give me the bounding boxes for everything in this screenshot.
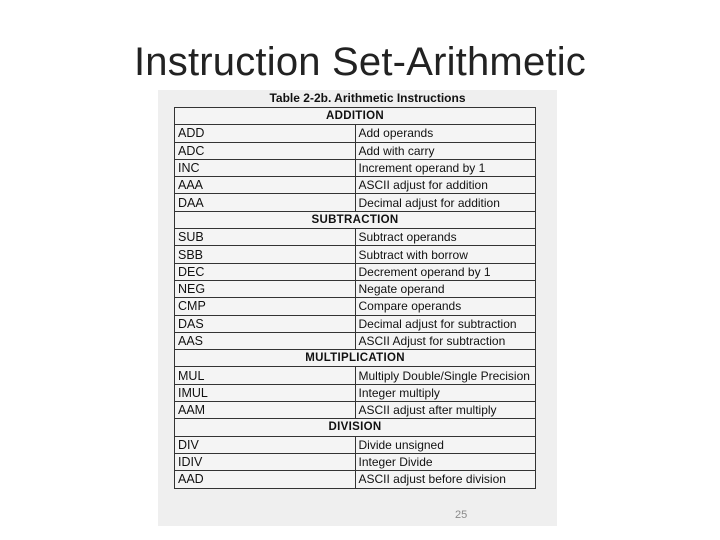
section-header-row (175, 350, 536, 367)
instruction-mnemonic: DAS (175, 315, 356, 332)
table-row (175, 298, 536, 315)
table-row (175, 159, 536, 176)
section-header-row (175, 419, 536, 436)
instruction-mnemonic: DAA (175, 194, 356, 211)
instruction-description: Divide unsigned (355, 436, 536, 453)
instruction-mnemonic: SBB (175, 246, 356, 263)
table-row (175, 177, 536, 194)
section-header-row (175, 108, 536, 125)
table-row (175, 246, 536, 263)
section-heading: SUBTRACTION (175, 211, 536, 228)
instruction-description: Decrement operand by 1 (355, 263, 536, 280)
table-row (175, 384, 536, 401)
instruction-description: Increment operand by 1 (355, 159, 536, 176)
table-row (175, 402, 536, 419)
table-row (175, 332, 536, 349)
instruction-mnemonic: ADD (175, 125, 356, 142)
instruction-description: Decimal adjust for subtraction (355, 315, 536, 332)
instruction-mnemonic: AAS (175, 332, 356, 349)
table-row (175, 280, 536, 297)
instruction-description: ASCII adjust after multiply (355, 402, 536, 419)
instruction-description: ASCII adjust before division (355, 471, 536, 488)
section-heading: MULTIPLICATION (175, 350, 536, 367)
instruction-mnemonic: CMP (175, 298, 356, 315)
instruction-mnemonic: IDIV (175, 453, 356, 470)
table-caption: Table 2-2b. Arithmetic Instructions (269, 91, 466, 105)
table-row (175, 367, 536, 384)
table-row (175, 229, 536, 246)
table-row (175, 125, 536, 142)
instruction-description: ASCII adjust for addition (355, 177, 536, 194)
table-row (175, 453, 536, 470)
table-row (175, 315, 536, 332)
table-row (175, 142, 536, 159)
instruction-mnemonic: DIV (175, 436, 356, 453)
instruction-mnemonic: INC (175, 159, 356, 176)
instruction-description: Integer Divide (355, 453, 536, 470)
page-number: 25 (455, 509, 468, 521)
instruction-description: Multiply Double/Single Precision (355, 367, 536, 384)
section-header-row (175, 211, 536, 228)
instruction-description: Compare operands (355, 298, 536, 315)
instruction-description: Subtract operands (355, 229, 536, 246)
instruction-mnemonic: AAD (175, 471, 356, 488)
instruction-mnemonic: AAM (175, 402, 356, 419)
slide-title: Instruction Set-Arithmetic (133, 40, 587, 84)
instruction-description: Subtract with borrow (355, 246, 536, 263)
table-row (175, 436, 536, 453)
table-row (175, 263, 536, 280)
arithmetic-table-figure (158, 90, 557, 526)
section-heading: ADDITION (175, 108, 536, 125)
instruction-mnemonic: IMUL (175, 384, 356, 401)
table-row (175, 471, 536, 488)
instruction-mnemonic: AAA (175, 177, 356, 194)
instruction-description: ASCII Adjust for subtraction (355, 332, 536, 349)
instruction-mnemonic: SUB (175, 229, 356, 246)
instruction-description: Decimal adjust for addition (355, 194, 536, 211)
instruction-description: Integer multiply (355, 384, 536, 401)
instruction-description: Add operands (355, 125, 536, 142)
instruction-description: Add with carry (355, 142, 536, 159)
instruction-description: Negate operand (355, 280, 536, 297)
arithmetic-instructions-table (174, 107, 536, 489)
instruction-mnemonic: MUL (175, 367, 356, 384)
section-heading: DIVISION (175, 419, 536, 436)
instruction-mnemonic: NEG (175, 280, 356, 297)
instruction-mnemonic: DEC (175, 263, 356, 280)
instruction-mnemonic: ADC (175, 142, 356, 159)
table-body (175, 108, 536, 489)
table-row (175, 194, 536, 211)
